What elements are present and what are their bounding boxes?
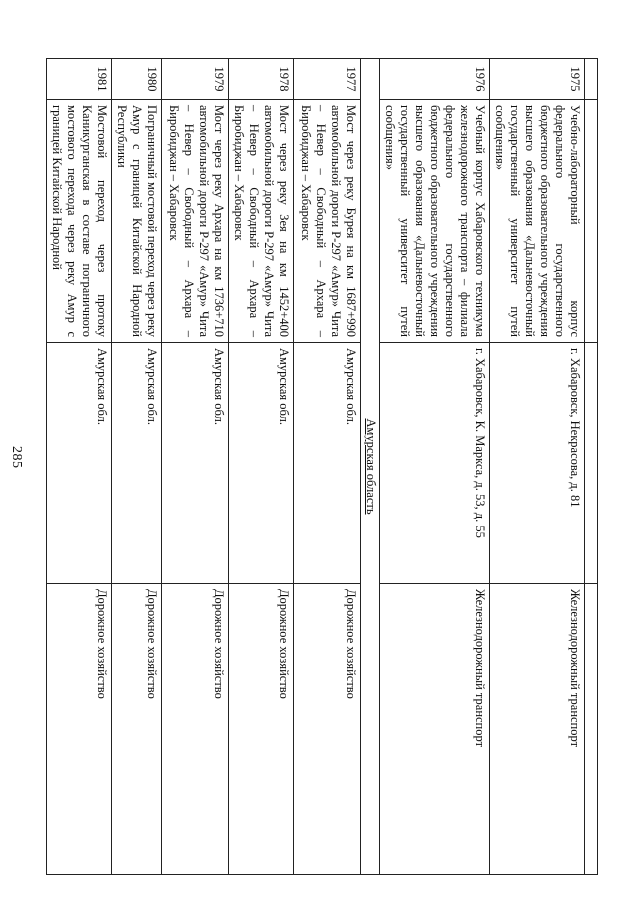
- object-category: Дорожное хозяйство: [47, 584, 112, 875]
- object-category: Железнодорожный транспорт: [490, 584, 585, 875]
- blank-cell: [585, 343, 598, 584]
- table-row: [229, 59, 294, 875]
- object-category: Железнодорожный транспорт: [380, 584, 490, 875]
- row-number: 1979: [162, 59, 229, 100]
- table-row: [380, 59, 490, 875]
- section-title-cell: [361, 59, 380, 875]
- section-title: Амурская область: [364, 418, 378, 515]
- table-row: [162, 59, 229, 875]
- object-name: Учебный корпус Хабаровского техникума железнодорожного транспорта – филиала федерального государственного бюджетного образовательного учреждения высшего образования «Дальневосточный государственный университет путей сообщения»: [380, 100, 490, 343]
- row-number: 1980: [112, 59, 162, 100]
- object-category: Дорожное хозяйство: [229, 584, 294, 875]
- object-name: Мост через реку Архара на км 1736+710 автомобильной дороги Р-297 «Амур» Чита – Невер – Свободный – Архара – Биробиджан – Хабаровск: [162, 100, 229, 343]
- object-address: Амурская обл.: [229, 343, 294, 584]
- row-number: 1976: [380, 59, 490, 100]
- row-number: 1981: [47, 59, 112, 100]
- blank-cell: [585, 584, 598, 875]
- table-row: [47, 59, 112, 875]
- object-name: Мостовой переход через протоку Каникурганская в составе пограничного мостового перехода через реку Амур с границей Китайской Народной: [47, 100, 112, 343]
- blank-cell: [585, 59, 598, 100]
- table-row: [490, 59, 585, 875]
- object-address: г. Хабаровск, К. Маркса, д. 53, д. 55: [380, 343, 490, 584]
- table-row: [112, 59, 162, 875]
- object-category: Дорожное хозяйство: [162, 584, 229, 875]
- row-number: 1977: [294, 59, 361, 100]
- registry-table: [46, 58, 598, 875]
- section-header-row: [361, 59, 380, 875]
- object-name: Мост через реку Зея на км 1452+400 автомобильной дороги Р-297 «Амур» Чита – Невер – Свободный – Архара – Биробиджан – Хабаровск: [229, 100, 294, 343]
- object-address: Амурская обл.: [294, 343, 361, 584]
- page-number: 285: [9, 446, 24, 469]
- object-name: Мост через реку Бурея на км 1687+990 автомобильной дороги Р-297 «Амур» Чита – Невер – Свободный – Архара – Биробиджан – Хабаровск: [294, 100, 361, 343]
- object-name: Пограничный мостовой переход через реку Амур с границей Китайской Народной Республики: [112, 100, 162, 343]
- object-name: Учебно-лабораторный корпус федерального государственного бюджетного образовательного учреждения высшего образования «Дальневосточный государственный университет путей сообщения»: [490, 100, 585, 343]
- blank-cell: [585, 100, 598, 343]
- table-top-blank-row: [585, 59, 598, 875]
- table-row: [294, 59, 361, 875]
- object-address: Амурская обл.: [112, 343, 162, 584]
- object-category: Дорожное хозяйство: [112, 584, 162, 875]
- object-category: Дорожное хозяйство: [294, 584, 361, 875]
- registry-table-sheet: [50, 58, 598, 858]
- row-number: 1978: [229, 59, 294, 100]
- object-address: г. Хабаровск, Некрасова, д. 81: [490, 343, 585, 584]
- object-address: Амурская обл.: [162, 343, 229, 584]
- object-address: Амурская обл.: [47, 343, 112, 584]
- row-number: 1975: [490, 59, 585, 100]
